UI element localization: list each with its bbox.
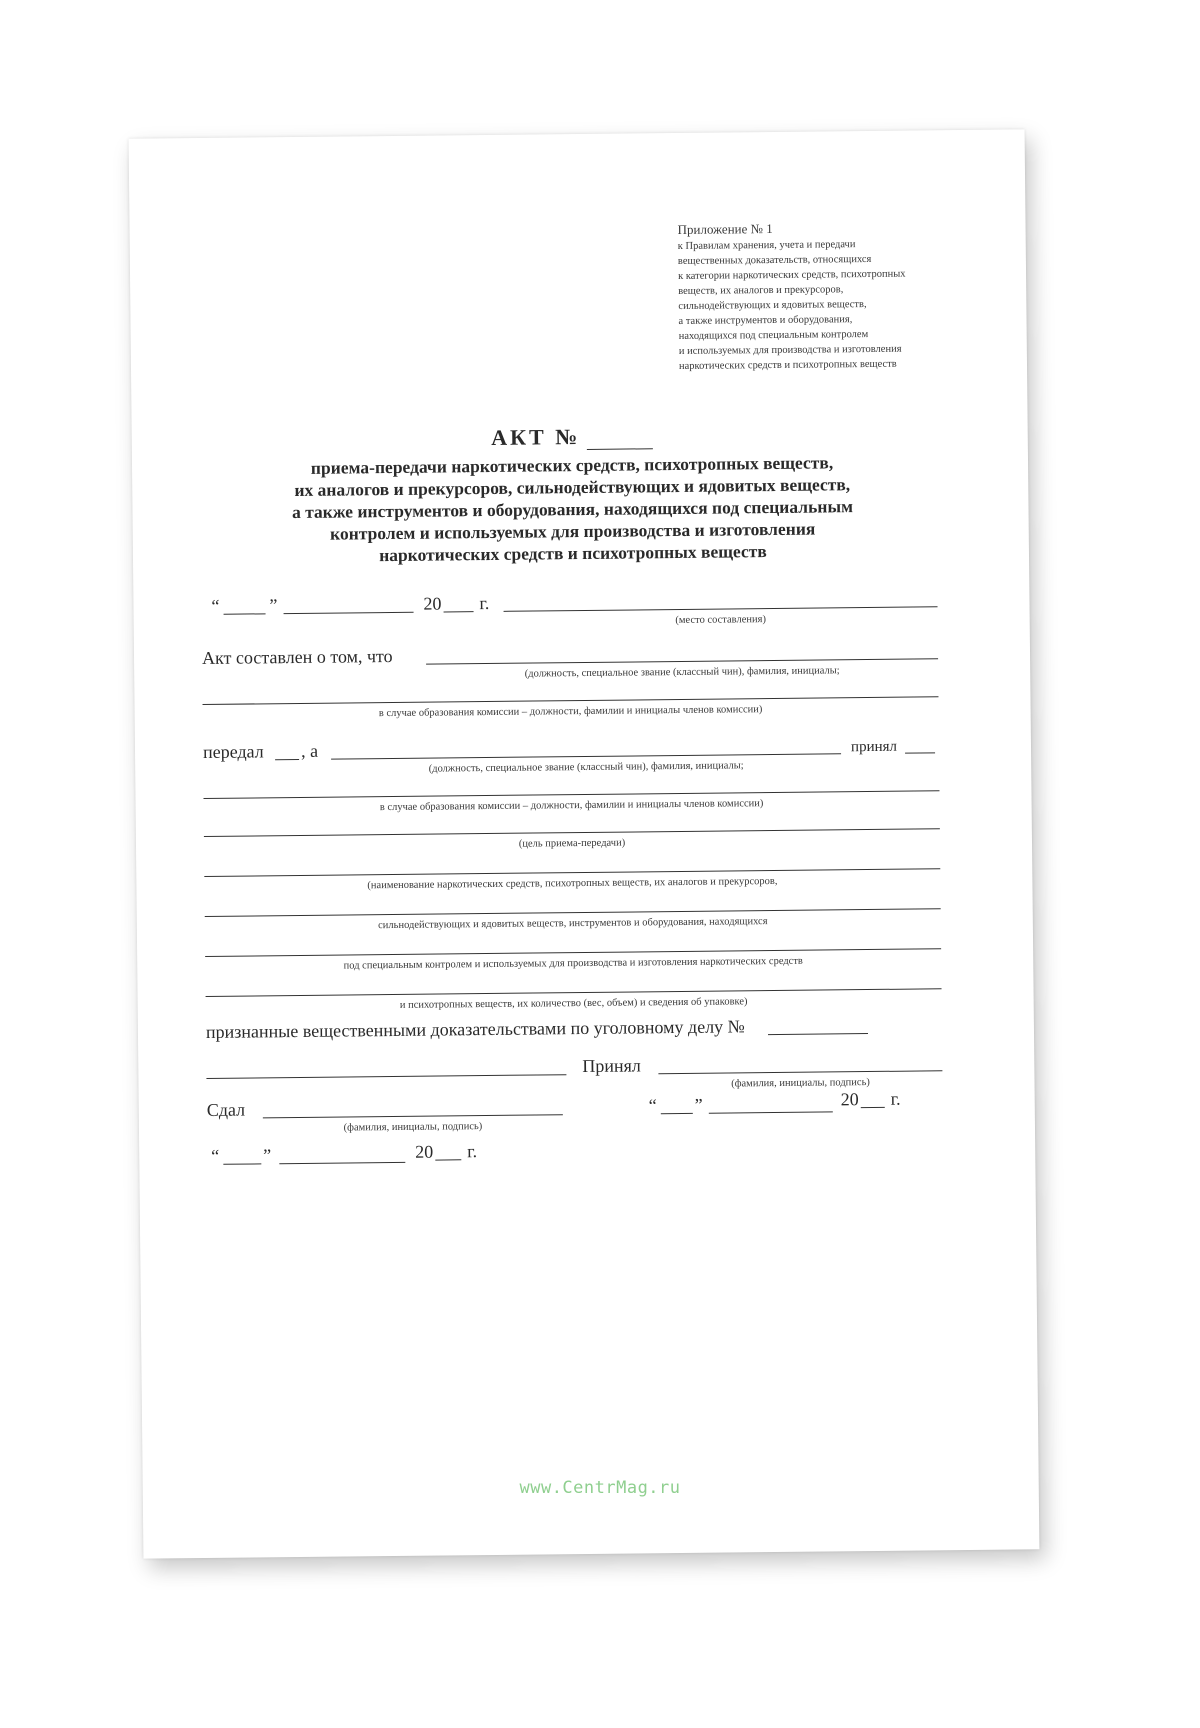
prinyal-label: Принял xyxy=(582,1055,641,1077)
appendix-title: Приложение № 1 xyxy=(677,220,773,237)
place-field[interactable] xyxy=(504,606,938,612)
appendix-line: веществ, их аналогов и прекурсоров, xyxy=(678,284,844,297)
quote-close: ” xyxy=(269,595,278,616)
recognized-label: признанные вещественными доказательствами по уголовному делу № xyxy=(205,1016,745,1042)
quote-open: “ xyxy=(211,595,220,616)
appendix-note xyxy=(677,218,999,374)
commission-caption-2: в случае образования комиссии – должности, фамилии и инициалы членов комиссии) xyxy=(379,798,764,814)
peredal-ending-field[interactable] xyxy=(275,759,299,760)
title-line: а также инструментов и оборудования, находящихся под специальным xyxy=(291,496,854,523)
sdal-label: Сдал xyxy=(206,1099,246,1120)
names-caption-4: и психотропных веществ, их количество (вес, объем) и сведения об упаковке) xyxy=(399,996,748,1011)
year-field[interactable] xyxy=(444,611,474,612)
names-caption-3: под специальным контролем и используемых для производства и изготовления наркотических средств xyxy=(343,955,803,972)
date-right-quote-open: “ xyxy=(648,1095,657,1116)
date-left-quote-open: “ xyxy=(211,1145,220,1166)
document-title xyxy=(212,420,933,568)
akt-number-field[interactable] xyxy=(586,430,652,450)
position-caption-2: (должность, специальное звание (классный чин), фамилия, инициалы; xyxy=(428,760,744,775)
appendix-line: к категории наркотических средств, психотропных xyxy=(678,268,906,282)
composer-field[interactable] xyxy=(426,658,938,664)
signature-caption-receiver: (фамилия, инициалы, подпись) xyxy=(731,1077,870,1090)
title-line: наркотических средств и психотропных веществ xyxy=(379,541,767,566)
year-prefix: 20 xyxy=(423,593,442,614)
purpose-caption: (цель приема-передачи) xyxy=(518,837,626,850)
position-caption: (должность, специальное звание (классный чин), фамилия, инициалы; xyxy=(524,665,840,680)
date-right-year-field[interactable] xyxy=(861,1107,885,1108)
commission-caption: в случае образования комиссии – должности, фамилии и инициалы членов комиссии) xyxy=(378,704,763,720)
peredal-label: передал xyxy=(202,741,264,762)
date-right-day-field[interactable] xyxy=(661,1113,693,1114)
receiver-field[interactable] xyxy=(331,753,841,759)
akt-label: АКТ № xyxy=(491,424,581,450)
appendix-line: наркотических средств и психотропных веществ xyxy=(678,358,897,372)
place-caption: (место составления) xyxy=(675,614,766,627)
day-field[interactable] xyxy=(224,613,266,614)
date-left-day-field[interactable] xyxy=(223,1163,261,1164)
date-left-year-field[interactable] xyxy=(435,1159,461,1160)
date-right-month-field[interactable] xyxy=(709,1111,833,1113)
names-caption-1: (наименование наркотических средств, психотропных веществ, их аналогов и прекурсоров, xyxy=(367,875,778,892)
title-line: их аналогов и прекурсоров, сильнодействующих и ядовитых веществ, xyxy=(294,474,851,501)
case-number-field[interactable] xyxy=(768,1033,868,1035)
date-left-year-prefix: 20 xyxy=(415,1141,434,1162)
prinyal-ending-field[interactable] xyxy=(905,752,935,753)
akt-sostavlen-label: Акт составлен о том, что xyxy=(201,645,393,668)
title-line: приема-передачи наркотических средств, психотропных веществ, xyxy=(310,452,834,478)
names-caption-2: сильнодействующих и ядовитых веществ, инструментов и оборудования, находящихся xyxy=(378,916,768,932)
appendix-line: а также инструментов и оборудования, xyxy=(678,314,853,327)
month-field[interactable] xyxy=(284,612,414,614)
akt-heading xyxy=(212,420,932,454)
appendix-line: к Правилам хранения, учета и передачи xyxy=(677,239,856,252)
title-line: контролем и используемых для производства и изготовления xyxy=(330,518,816,544)
date-right-quote-close: ” xyxy=(694,1094,703,1115)
peredal-a-label: , а xyxy=(300,740,319,761)
appendix-line: сильнодействующих и ядовитых веществ, xyxy=(678,299,867,312)
sdal-signature-field[interactable] xyxy=(263,1114,563,1118)
date-left-month-field[interactable] xyxy=(279,1162,405,1164)
watermark: www.CentrMag.ru xyxy=(519,1478,681,1498)
date-right-year-suffix: г. xyxy=(890,1088,901,1109)
appendix-line: вещественных доказательств, относящихся xyxy=(677,253,872,267)
date-left-year-suffix: г. xyxy=(467,1141,478,1162)
prinyal-inline-label: принял xyxy=(850,738,898,756)
appendix-line: находящихся под специальным контролем xyxy=(678,328,869,342)
date-left-quote-close: ” xyxy=(263,1145,272,1166)
year-suffix: г. xyxy=(479,592,490,614)
document-sheet xyxy=(129,129,1040,1558)
recognized-continuation-field[interactable] xyxy=(206,1074,566,1079)
prinyal-signature-field[interactable] xyxy=(658,1070,942,1074)
appendix-line: и используемых для производства и изготовления xyxy=(678,343,902,357)
signature-caption-sender: (фамилия, инициалы, подпись) xyxy=(343,1121,483,1134)
date-right-year-prefix: 20 xyxy=(840,1089,859,1110)
